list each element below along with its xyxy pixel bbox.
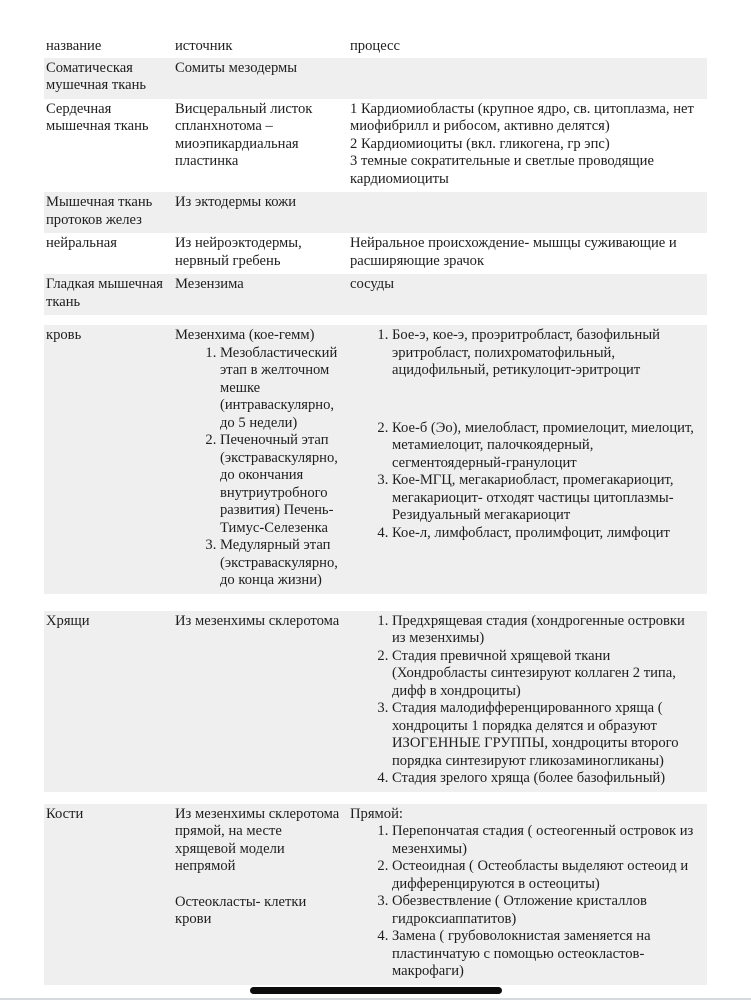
table-row-cartilage: [44, 611, 707, 792]
process-lineage-list: [350, 327, 699, 542]
row-name: кровь: [46, 327, 82, 343]
tissue-table: [44, 36, 707, 985]
row-source: Мезензима: [175, 276, 244, 292]
row-source: Из нейроэктодермы, нервный гребень: [175, 235, 302, 269]
process-paragraph: Нейральное происхождение- мышцы суживающие и расширяющие зрачок: [350, 235, 677, 269]
process-paragraph: сосуды: [350, 276, 395, 292]
source-paragraph: Из мезенхимы склеротома прямой, на месте хрящевой модели непрямой: [175, 805, 340, 874]
process-paragraph: 1 Кардиомиобласты (крупное ядро, св. цитоплазма, нет миофибрилл и рибосом, активно делятся): [350, 100, 694, 134]
row-name: Хрящи: [46, 612, 90, 629]
home-indicator-bar: [250, 987, 502, 994]
table-row-somatic: [44, 58, 707, 99]
row-process: [348, 325, 707, 594]
table-row-gland-ducts: [44, 192, 707, 233]
row-name: Гладкая мышечная ткань: [46, 276, 163, 310]
row-source: [173, 325, 348, 594]
header-name: название: [46, 38, 102, 54]
list-item: 1. Бое-э, кое-э, проэритробласт, базофильный эритробласт, полихроматофильный, ацидофильный, ретикулоцит-эритроцит: [392, 327, 699, 380]
list-item: 1. Мезобластический этап в желточном мешке (интраваскулярно, до 5 недели): [220, 345, 342, 433]
table-row-bones: [44, 804, 707, 985]
row-name: Сердечная мышечная ткань: [46, 100, 149, 134]
process-intro: Прямой:: [350, 805, 403, 822]
table-header-row: [44, 36, 707, 58]
list-item: 2. Стадия превичной хрящевой ткани (Хондробласты синтезируют коллаген 2 типа, дифф в хондроциты): [392, 648, 699, 701]
list-item: 3. Обезвествление ( Отложение кристаллов гидроксиаппатитов): [392, 893, 699, 928]
row-source: Висцеральный листок спланхнотома – миоэпикардиальная пластинка: [175, 100, 313, 169]
source-paragraph: Остеокласты- клетки крови: [175, 893, 307, 927]
list-item: 1. Предхрящевая стадия (хондрогенные островки из мезенхимы): [392, 613, 699, 648]
row-process: [348, 58, 707, 99]
list-item: 2. Остеоидная ( Остеобласты выделяют остеоид и дифференцируются в остеоциты): [392, 858, 699, 893]
list-item: 2. Печеночный этап (экстраваскулярно, до окончания внутриутробного развития) Печень-Тимус-Селезенка: [220, 432, 342, 537]
list-item: 1. Перепончатая стадия ( остеогенный островок из мезенхимы): [392, 823, 699, 858]
row-process: [348, 99, 707, 193]
process-paragraph: 3 темные сократительные и светлые проводящие кардиомиоциты: [350, 153, 654, 187]
source-intro: Мезенхима (кое-гемм): [175, 327, 315, 343]
row-name: Кости: [46, 805, 84, 822]
row-process: [348, 233, 707, 274]
row-source: Сомиты мезодермы: [175, 59, 298, 76]
row-name: Соматическая мушечная ткань: [46, 59, 147, 93]
header-process: процесс: [350, 38, 401, 54]
list-item: 2. Кое-б (Эо), миелобласт, промиелоцит, миелоцит, метамиелоцит, палочкоядерный, сегментоядерный-гранулоцит: [392, 420, 699, 473]
table-row-smooth: [44, 274, 707, 315]
table-row-cardiac: [44, 99, 707, 193]
list-item: 3. Стадия малодифференцированного хряща ( хондроциты 1 порядка делятся и образуют ИЗОГЕННЫЕ ГРУППЫ, хондроциты второго порядка синтезируют гликозаминогликаны): [392, 700, 699, 770]
list-item: 4. Кое-л, лимфобласт, пролимфоцит, лимфоцит: [392, 525, 699, 543]
process-stage-list: [350, 823, 699, 981]
list-item: 3. Медулярный этап (экстраваскулярно, до конца жизни): [220, 537, 342, 590]
list-item: 4. Стадия зрелого хряща (более базофильный): [392, 770, 699, 788]
list-item: 4. Замена ( грубоволокнистая заменяется на пластинчатую с помощью остеокластов-макрофаги): [392, 928, 699, 981]
table-row-neural: [44, 233, 707, 274]
process-paragraph: 2 Кардиомиоциты (вкл. гликогена, гр эпс): [350, 135, 610, 152]
row-source: [173, 804, 348, 985]
row-process: [348, 804, 707, 985]
row-source: Из эктодермы кожи: [175, 194, 297, 210]
header-source: источник: [175, 38, 233, 54]
source-stage-list: [175, 345, 342, 590]
row-process: [348, 274, 707, 315]
row-process: [348, 611, 707, 792]
row-source: Из мезенхимы склеротома: [175, 612, 340, 629]
list-item: 3. Кое-МГЦ, мегакариобласт, промегакариоцит, мегакариоцит- отходят частицы цитоплазмы- Резидуальный мегакариоцит: [392, 472, 699, 525]
row-process: [348, 192, 707, 233]
row-name: Мышечная ткань протоков желез: [46, 194, 153, 228]
row-name: нейральная: [46, 235, 117, 251]
process-stage-list: [350, 613, 699, 788]
table-row-blood: [44, 325, 707, 594]
